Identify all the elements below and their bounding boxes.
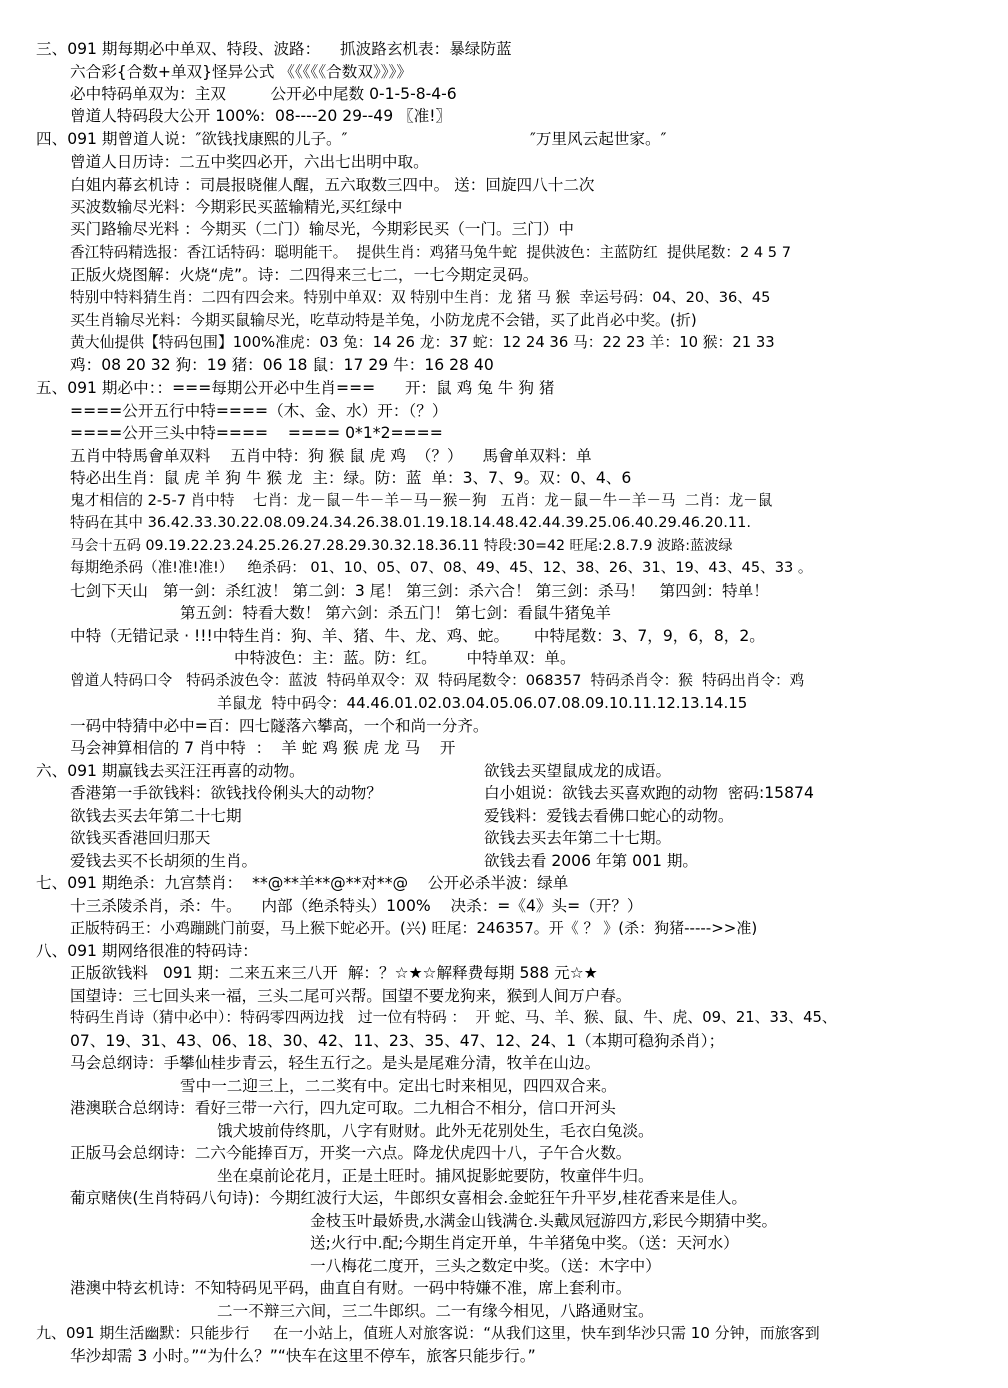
text-line: 欲钱去买去年第二十七期: [70, 807, 242, 825]
text-line: 港澳中特玄机诗：不知特码见平码，曲直自有财。一码中特嫌不准，席上套利市。: [70, 1279, 632, 1297]
text-line: 正版火烧图解：火烧“虎”。诗：二四得来三七二，一七今期定灵码。: [70, 266, 539, 284]
text-line: 特码生肖诗（猜中必中）：特码零四两边找 过一位有特码 ： 开 蛇、马、羊、猴、鼠、牛、虎、09、21、33、45、: [70, 1009, 837, 1026]
text-line: 第五剑：特看大数！ 第六剑：杀五门！ 第七剑：看鼠牛猪兔羊: [180, 604, 611, 622]
section-9-heading: 九、091 期生活幽默：只能步行 在一小站上，值班人对旅客说：“从我们这里，快车到华沙只需 10 分钟，而旅客到: [36, 1324, 820, 1342]
text-line: 正版欲钱料 091 期：二来五来三八开 解：？☆★☆解释费每期 588 元☆★: [70, 964, 598, 982]
text-line: 一码中特猜中必中=百：四七隧落六攀高，一个和尚一分齐。: [70, 717, 489, 735]
text-line: 五肖中特馬會单双料 五肖中特：狗 猴 鼠 虎 鸡 （？） 馬會单双料：单: [70, 447, 592, 465]
text-line: 送;火行中.配;今期生肖定开单，牛羊猪兔中奖。（送：天河水）: [310, 1234, 739, 1252]
text-line: 香江特码精选报：香江话特码：聪明能干。 提供生肖：鸡猪马兔牛蛇 提供波色：主蓝防红 提供尾数：2 4 5 7: [70, 244, 792, 261]
text-line: 马会总纲诗：手攀仙桂步青云，轻生五行之。是头是尾难分清，牧羊在山边。: [70, 1054, 601, 1072]
text-line: 鬼才相信的 2-5-7 肖中特 七肖：龙－鼠－牛－羊－马－猴－狗 五肖：龙－鼠－牛－羊－马 二肖：龙－鼠: [70, 492, 773, 509]
text-line: 坐在桌前论花月，正是土旺时。捕风捉影蛇要防，牧童伴牛归。: [217, 1167, 654, 1185]
text-line: 爱钱料：爱钱去看佛口蛇心的动物。: [484, 807, 734, 825]
text-line: 特别中特料猜生肖：二四有四会来。特别中单双：双 特别中生肖：龙 猪 马 猴 幸运号码：04、20、36、45: [70, 289, 771, 306]
text-line: 六合彩{合数+单双}怪异公式 《《《《《合数双》》》》: [70, 63, 412, 81]
text-line: 白姐内幕玄机诗 ：司晨报晓催人醒，五六取数三四中。 送：回旋四八十二次: [70, 176, 595, 194]
text-line: 白小姐说：欲钱去买喜欢跑的动物 密码:15874: [484, 784, 814, 802]
section-6-heading: 六、091 期赢钱去买汪汪再喜的动物。: [36, 762, 305, 780]
text-line: 每期绝杀码（准!准!准!） 绝杀码： 01、10、05、07、08、49、45、12、38、26、31、19、43、45、33 。: [70, 559, 813, 576]
text-line: 特码在其中 36.42.33.30.22.08.09.24.34.26.38.01.19.18.14.48.42.44.39.25.06.40.29.46.20.11.: [70, 514, 752, 531]
text-line: 十三杀陵杀肖，杀：牛。 内部（绝杀特头）100% 决杀：=《4》头=（开？）: [70, 897, 643, 915]
text-line: 买门路输尽光料 ：今期买（二门）输尽光，今期彩民买（一门。三门）中: [70, 220, 574, 238]
text-line: 饿犬坡前侍终肌，八字有财财。此外无花别处生，毛衣白兔淡。: [217, 1122, 654, 1140]
text-line: ====公开三头中特==== ==== 0*1*2====: [70, 424, 443, 442]
text-line: 港澳联合总纲诗：看好三带一六行，四九定可取。二九相合不相分，信口开河头: [70, 1099, 616, 1117]
text-line: 羊鼠龙 特中码令：44.46.01.02.03.04.05.06.07.08.09.10.11.12.13.14.15: [217, 694, 748, 712]
text-line: ″万里风云起世家。″: [530, 130, 667, 148]
text-line: 必中特码单双为：主双 公开必中尾数 0-1-5-8-4-6: [70, 85, 457, 103]
text-line: 特必出生肖：鼠 虎 羊 狗 牛 猴 龙 主：绿。防：蓝 单：3、7、9。双：0、4、6: [70, 469, 632, 487]
text-line: 马会神算相信的 7 肖中特 ： 羊 蛇 鸡 猴 虎 龙 马 开: [70, 739, 456, 757]
text-line: 买生肖输尽光料：今期买鼠输尽光，吃草动特是羊兔，小防龙虎不会错，买了此肖必中奖。(折): [70, 311, 697, 329]
text-line: 正版特码王：小鸡蹦跳门前耍，马上猴下蛇必开。(兴) 旺尾：246357。开《 ？ 》(杀：狗猪----->>准): [70, 919, 758, 937]
text-line: 曾道人特码口令 特码杀波色令：蓝波 特码单双令：双 特码尾数令：068357 特码杀肖令：猴 特码出肖令：鸡: [70, 672, 805, 689]
text-line: 中特波色：主：蓝。防：红。 中特单双：单。: [234, 649, 576, 667]
text-line: 七剑下天山 第一剑：杀红波！ 第二剑：3 尾！ 第三剑：杀六合！ 第三剑：杀马！ 第四剑：特单！: [70, 582, 769, 600]
text-line: 曾道人特码段大公开 100%: 08----20 29--49 〖准!〗: [70, 107, 452, 125]
text-line: 葡京赌侠(生肖特码八句诗)：今期红波行大运，牛郎织女喜相会.金蛇狂午升平岁,桂花香来是佳人。: [70, 1189, 748, 1207]
text-line: 金枝玉叶最娇贵,水满金山钱满仓.头戴凤冠游四方,彩民今期猜中奖。: [310, 1212, 778, 1230]
section-4-heading: 四、091 期曾道人说：″欲钱找康熙的儿子。″: [36, 130, 348, 148]
text-line: 雪中一二迎三上，二二奖有中。定出七时来相见，四四双合来。: [180, 1077, 617, 1095]
text-line: 爱钱去买不长胡须的生肖。: [70, 852, 258, 870]
text-line: 中特（无错记录 · !!!中特生肖：狗、羊、猪、牛、龙、鸡、蛇。 中特尾数：3、7，9，6，8，2。: [70, 627, 765, 645]
text-line: 欲钱去买去年第二十七期。: [484, 829, 672, 847]
section-7-heading: 七、091 期绝杀：九宫禁肖： **@**羊**@**对**@ 公开必杀半波：绿单: [36, 874, 569, 892]
text-line: 马会十五码 09.19.22.23.24.25.26.27.28.29.30.32.18.36.11 特段:30=42 旺尾:2.8.7.9 波路:蓝波绿: [70, 538, 733, 554]
text-line: 07、19、31、43、06、18、30、42、11、23、35、47、12、24、1（本期可稳狗杀肖）；: [70, 1032, 725, 1050]
section-8-heading: 八、091 期网络很准的特码诗：: [36, 942, 258, 960]
text-line: 一八梅花二度开，三头之数定中奖。（送：木字中）: [310, 1257, 661, 1275]
section-3-heading: 三、091 期每期必中单双、特段、波路： 抓波路玄机表：暴绿防蓝: [36, 40, 512, 58]
text-line: ====公开五行中特====（木、金、水）开：（？）: [70, 402, 448, 420]
text-line: 正版马会总纲诗：二六今能捧百万，开奖一六点。降龙伏虎四十八，子午合火数。: [70, 1144, 632, 1162]
text-line: 欲钱去买望鼠成龙的成语。: [484, 762, 672, 780]
text-line: 华沙却需 3 小时。”“为什么？”“快车在这里不停车，旅客只能步行。”: [70, 1347, 536, 1365]
text-line: 黄大仙提供【特码包围】100%准虎：03 兔：14 26 龙：37 蛇：12 24 36 马：22 23 羊：10 猴：21 33: [70, 334, 775, 351]
text-line: 二一不辩三六间，三二牛郎织。二一有缘今相见，八路通财宝。: [217, 1302, 654, 1320]
text-line: 鸡：08 20 32 狗：19 猪：06 18 鼠：17 29 牛：16 28 40: [70, 356, 494, 374]
text-line: 买波数输尽光料：今期彩民买蓝输精光,买红绿中: [70, 198, 403, 216]
text-line: 欲钱买香港回归那天: [70, 829, 211, 847]
text-line: 香港第一手欲钱料：欲钱找伶俐头大的动物？: [70, 784, 382, 802]
text-line: 国望诗：三七回头来一福，三头二尾可兴帮。国望不要龙狗来，猴到人间万户春。: [70, 987, 632, 1005]
text-line: 曾道人日历诗：二五中奖四必开，六出七出明中取。: [70, 153, 429, 171]
text-line: 欲钱去看 2006 年第 001 期。: [484, 852, 699, 870]
section-5-heading: 五、091 期必中：：===每期公开必中生肖=== 开：鼠 鸡 兔 牛 狗 猪: [36, 379, 555, 397]
